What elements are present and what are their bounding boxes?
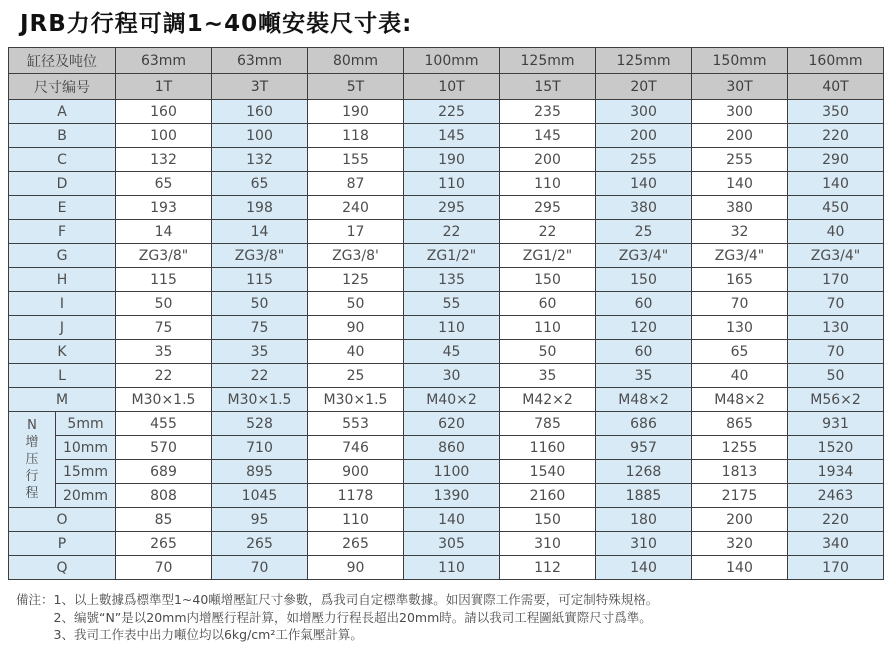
table-cell: 1813: [692, 460, 788, 484]
table-cell: 14: [116, 220, 212, 244]
table-cell: 620: [404, 412, 500, 436]
column-header: 5T: [308, 74, 404, 100]
header-row-label: 尺寸编号: [9, 74, 116, 100]
header-row: [9, 48, 884, 74]
table-cell: 140: [788, 172, 884, 196]
table-cell: 100: [212, 124, 308, 148]
table-cell: 1268: [596, 460, 692, 484]
table-cell: 310: [596, 532, 692, 556]
table-cell: 125: [308, 268, 404, 292]
table-cell: 190: [404, 148, 500, 172]
table-row: [9, 460, 884, 484]
table-row: [9, 100, 884, 124]
table-cell: 170: [788, 556, 884, 580]
table-cell: 1100: [404, 460, 500, 484]
table-cell: 225: [404, 100, 500, 124]
row-label: M: [9, 388, 116, 412]
table-cell: 1934: [788, 460, 884, 484]
table-row: [9, 148, 884, 172]
table-cell: 865: [692, 412, 788, 436]
table-cell: 1885: [596, 484, 692, 508]
table-cell: 1520: [788, 436, 884, 460]
table-cell: 35: [596, 364, 692, 388]
table-cell: 455: [116, 412, 212, 436]
table-row: [9, 532, 884, 556]
table-cell: 50: [788, 364, 884, 388]
row-label: K: [9, 340, 116, 364]
table-row: [9, 436, 884, 460]
table-cell: 305: [404, 532, 500, 556]
table-cell: 785: [500, 412, 596, 436]
table-cell: 70: [212, 556, 308, 580]
table-cell: ZG3/8": [116, 244, 212, 268]
table-cell: 35: [500, 364, 596, 388]
column-header: 40T: [788, 74, 884, 100]
table-cell: 110: [404, 556, 500, 580]
row-label: G: [9, 244, 116, 268]
table-row: [9, 244, 884, 268]
n-sub-label: 5mm: [56, 412, 116, 436]
table-cell: 2175: [692, 484, 788, 508]
column-header: 3T: [212, 74, 308, 100]
table-cell: M48×2: [596, 388, 692, 412]
table-cell: 132: [116, 148, 212, 172]
table-cell: 1390: [404, 484, 500, 508]
table-cell: 50: [308, 292, 404, 316]
table-cell: M30×1.5: [308, 388, 404, 412]
row-label: B: [9, 124, 116, 148]
table-cell: 95: [212, 508, 308, 532]
table-cell: 25: [308, 364, 404, 388]
table-cell: ZG3/8': [308, 244, 404, 268]
row-label: C: [9, 148, 116, 172]
table-cell: 40: [308, 340, 404, 364]
table-cell: 160: [212, 100, 308, 124]
table-cell: 710: [212, 436, 308, 460]
table-cell: 198: [212, 196, 308, 220]
table-cell: 70: [788, 340, 884, 364]
table-cell: 110: [500, 316, 596, 340]
table-cell: ZG3/8": [212, 244, 308, 268]
table-row: [9, 388, 884, 412]
table-row: [9, 556, 884, 580]
table-cell: 45: [404, 340, 500, 364]
table-cell: 22: [500, 220, 596, 244]
table-cell: 220: [788, 124, 884, 148]
notes-prefix: 備注：: [16, 592, 54, 607]
table-row: [9, 316, 884, 340]
table-cell: 686: [596, 412, 692, 436]
table-cell: 30: [404, 364, 500, 388]
table-cell: 290: [788, 148, 884, 172]
table-cell: 132: [212, 148, 308, 172]
table-cell: 931: [788, 412, 884, 436]
table-cell: 35: [116, 340, 212, 364]
table-cell: 180: [596, 508, 692, 532]
table-cell: 265: [212, 532, 308, 556]
table-cell: 65: [692, 340, 788, 364]
table-cell: 900: [308, 460, 404, 484]
table-cell: 115: [212, 268, 308, 292]
table-cell: 22: [116, 364, 212, 388]
table-cell: M48×2: [692, 388, 788, 412]
table-cell: 200: [692, 508, 788, 532]
page-title: JRB力行程可調1~40噸安裝尺寸表:: [20, 11, 413, 37]
table-cell: 60: [596, 292, 692, 316]
table-cell: 200: [500, 148, 596, 172]
table-cell: 40: [788, 220, 884, 244]
table-cell: 570: [116, 436, 212, 460]
table-cell: 957: [596, 436, 692, 460]
note-line: 1、以上數據爲標準型1~40噸增壓缸尺寸參數，爲我司自定標準數據。如因實際工作需要，可定制特殊規格。: [53, 592, 659, 607]
column-header: 100mm: [404, 48, 500, 74]
column-header: 160mm: [788, 48, 884, 74]
row-label: L: [9, 364, 116, 388]
table-cell: 90: [308, 556, 404, 580]
table-cell: M56×2: [788, 388, 884, 412]
table-cell: 75: [116, 316, 212, 340]
row-label: D: [9, 172, 116, 196]
table-cell: 553: [308, 412, 404, 436]
column-header: 63mm: [116, 48, 212, 74]
table-cell: 160: [116, 100, 212, 124]
table-cell: 110: [404, 316, 500, 340]
table-cell: 110: [404, 172, 500, 196]
n-group-label: N 增 压 行 程: [9, 412, 56, 508]
row-label: O: [9, 508, 116, 532]
row-label: Q: [9, 556, 116, 580]
table-cell: 65: [212, 172, 308, 196]
n-sub-label: 10mm: [56, 436, 116, 460]
table-cell: M30×1.5: [116, 388, 212, 412]
column-header: 125mm: [500, 48, 596, 74]
column-header: 30T: [692, 74, 788, 100]
header-row-label: 缸径及吨位: [9, 48, 116, 74]
table-cell: 35: [212, 340, 308, 364]
table-cell: 17: [308, 220, 404, 244]
table-cell: 40: [692, 364, 788, 388]
table-cell: 50: [212, 292, 308, 316]
table-cell: 85: [116, 508, 212, 532]
table-cell: 350: [788, 100, 884, 124]
table-cell: 1045: [212, 484, 308, 508]
table-cell: 300: [692, 100, 788, 124]
row-label: J: [9, 316, 116, 340]
table-cell: 155: [308, 148, 404, 172]
table-row: [9, 124, 884, 148]
table-row: [9, 412, 884, 436]
n-sub-label: 20mm: [56, 484, 116, 508]
table-row: [9, 364, 884, 388]
table-cell: 100: [116, 124, 212, 148]
table-cell: 145: [404, 124, 500, 148]
table-cell: 170: [788, 268, 884, 292]
table-cell: 450: [788, 196, 884, 220]
table-cell: 87: [308, 172, 404, 196]
table-row: [9, 268, 884, 292]
table-cell: 190: [308, 100, 404, 124]
table-cell: 746: [308, 436, 404, 460]
table-cell: 22: [212, 364, 308, 388]
table-cell: 689: [116, 460, 212, 484]
table-cell: M40×2: [404, 388, 500, 412]
table-cell: 50: [500, 340, 596, 364]
row-label: P: [9, 532, 116, 556]
dimension-table: [8, 47, 884, 580]
column-header: 20T: [596, 74, 692, 100]
table-cell: 145: [500, 124, 596, 148]
row-label: I: [9, 292, 116, 316]
table-cell: 380: [692, 196, 788, 220]
table-cell: ZG3/4": [788, 244, 884, 268]
row-label: A: [9, 100, 116, 124]
table-cell: 240: [308, 196, 404, 220]
table-cell: 65: [116, 172, 212, 196]
table-cell: 150: [500, 508, 596, 532]
table-cell: 140: [692, 556, 788, 580]
column-header: 1T: [116, 74, 212, 100]
table-cell: 70: [692, 292, 788, 316]
table-cell: 140: [596, 172, 692, 196]
table-cell: 25: [596, 220, 692, 244]
table-cell: 135: [404, 268, 500, 292]
row-label: H: [9, 268, 116, 292]
table-cell: 115: [116, 268, 212, 292]
table-row: [9, 172, 884, 196]
table-cell: M30×1.5: [212, 388, 308, 412]
column-header: 15T: [500, 74, 596, 100]
column-header: 10T: [404, 74, 500, 100]
table-cell: ZG1/2": [500, 244, 596, 268]
note-line: 2、编號“N”是以20mm内增壓行程計算，如增壓力行程長超出20mm時。請以我司工程圖紙實際尺寸爲準。: [53, 609, 652, 625]
table-cell: 895: [212, 460, 308, 484]
table-cell: 860: [404, 436, 500, 460]
table-cell: 265: [308, 532, 404, 556]
row-label: F: [9, 220, 116, 244]
table-cell: 310: [500, 532, 596, 556]
table-cell: 2160: [500, 484, 596, 508]
table-cell: 265: [116, 532, 212, 556]
table-row: [9, 196, 884, 220]
column-header: 80mm: [308, 48, 404, 74]
table-cell: 300: [596, 100, 692, 124]
table-cell: 14: [212, 220, 308, 244]
table-cell: 295: [500, 196, 596, 220]
table-cell: 50: [116, 292, 212, 316]
row-label: E: [9, 196, 116, 220]
table-cell: 255: [596, 148, 692, 172]
table-cell: 120: [596, 316, 692, 340]
table-cell: 200: [596, 124, 692, 148]
table-cell: 165: [692, 268, 788, 292]
table-row: [9, 220, 884, 244]
table-cell: ZG3/4": [692, 244, 788, 268]
table-row: [9, 484, 884, 508]
table-cell: 200: [692, 124, 788, 148]
table-cell: 130: [788, 316, 884, 340]
table-cell: 320: [692, 532, 788, 556]
table-cell: 60: [500, 292, 596, 316]
notes-items: [54, 591, 659, 644]
table-cell: 70: [116, 556, 212, 580]
table-cell: 150: [596, 268, 692, 292]
table-cell: 55: [404, 292, 500, 316]
n-sub-label: 15mm: [56, 460, 116, 484]
table-cell: 808: [116, 484, 212, 508]
table-cell: 528: [212, 412, 308, 436]
table-cell: 140: [596, 556, 692, 580]
table-cell: 220: [788, 508, 884, 532]
table-cell: 1255: [692, 436, 788, 460]
table-cell: 1160: [500, 436, 596, 460]
table-row: [9, 340, 884, 364]
table-cell: 235: [500, 100, 596, 124]
table-cell: 380: [596, 196, 692, 220]
table-cell: 340: [788, 532, 884, 556]
table-cell: 1540: [500, 460, 596, 484]
table-cell: ZG1/2": [404, 244, 500, 268]
table-cell: 110: [308, 508, 404, 532]
note-line: 3、我司工作表中出力噸位均以6kg/cm²工作氣壓計算。: [53, 627, 363, 642]
table-cell: M42×2: [500, 388, 596, 412]
column-header: 63mm: [212, 48, 308, 74]
table-cell: 110: [500, 172, 596, 196]
table-cell: 75: [212, 316, 308, 340]
table-cell: 140: [404, 508, 500, 532]
table-cell: 70: [788, 292, 884, 316]
table-cell: 112: [500, 556, 596, 580]
table-cell: 90: [308, 316, 404, 340]
table-row: [9, 508, 884, 532]
table-cell: 1178: [308, 484, 404, 508]
table-cell: 2463: [788, 484, 884, 508]
table-cell: 32: [692, 220, 788, 244]
table-cell: 60: [596, 340, 692, 364]
table-cell: 150: [500, 268, 596, 292]
table-cell: 130: [692, 316, 788, 340]
table-cell: 140: [692, 172, 788, 196]
table-cell: 255: [692, 148, 788, 172]
notes: [16, 591, 892, 644]
table-cell: 118: [308, 124, 404, 148]
table-cell: ZG3/4": [596, 244, 692, 268]
column-header: 150mm: [692, 48, 788, 74]
table-cell: 193: [116, 196, 212, 220]
table-cell: 22: [404, 220, 500, 244]
table-row: [9, 292, 884, 316]
table-cell: 295: [404, 196, 500, 220]
header-row: [9, 74, 884, 100]
column-header: 125mm: [596, 48, 692, 74]
